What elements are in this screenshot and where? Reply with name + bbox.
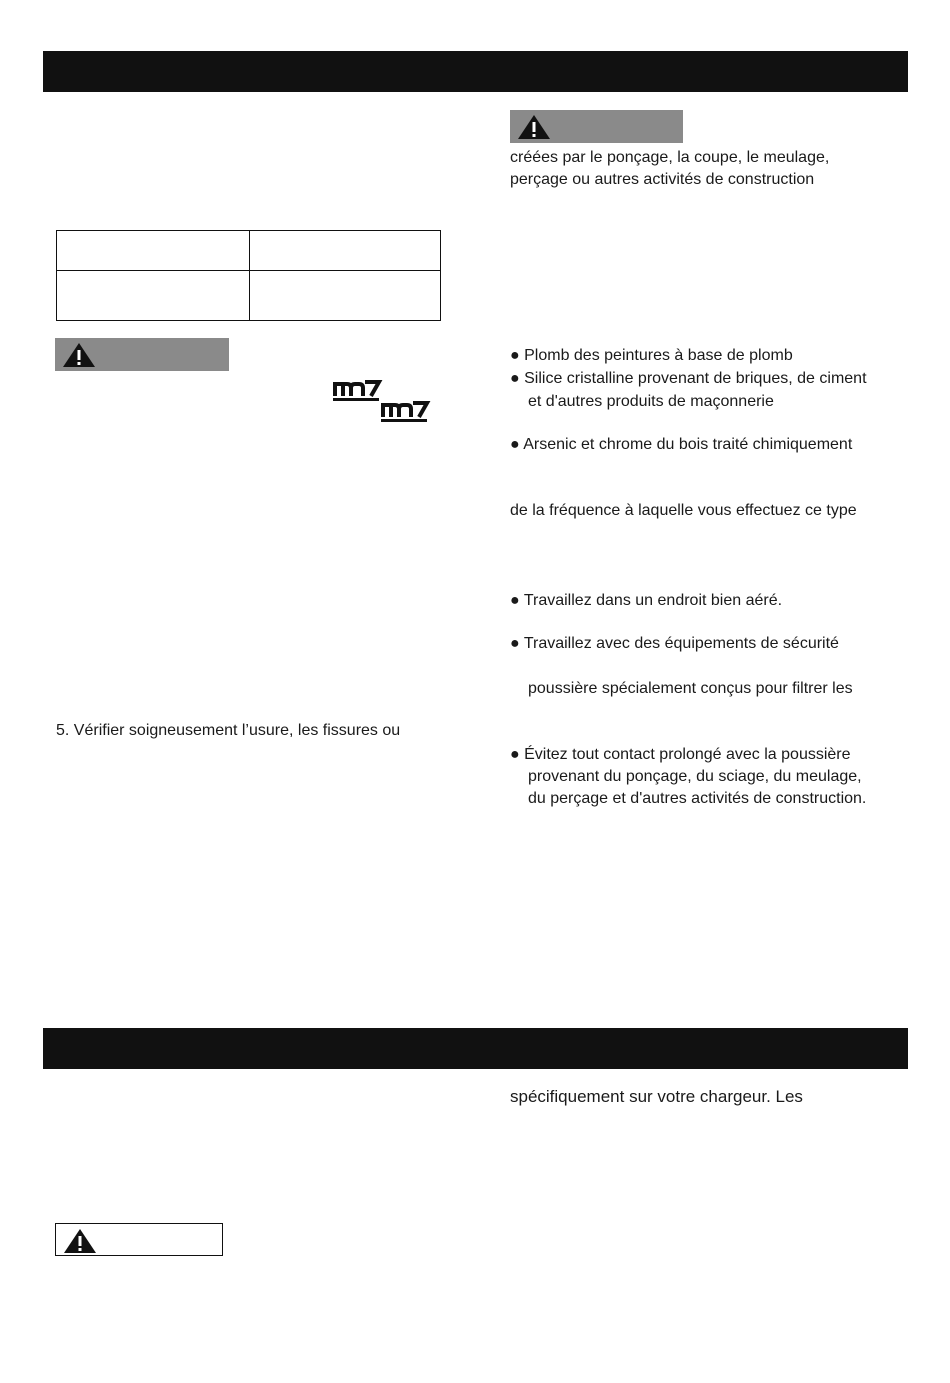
step-5-text: 5. Vérifier soigneusement l’usure, les fissures ou — [56, 722, 401, 739]
precaution-item-continuation: provenant du ponçage, du sciage, du meulage, — [528, 768, 862, 785]
precaution-item-continuation: du perçage et d'autres activités de construction. — [528, 790, 867, 807]
warning-triangle-icon — [62, 342, 96, 368]
chemical-list-item-continuation: et d'autres produits de maçonnerie — [528, 393, 774, 410]
precaution-item: ● Travaillez avec des équipements de sécurité — [510, 635, 839, 652]
chemical-list-item: ● Plomb des peintures à base de plomb — [510, 347, 793, 364]
precaution-item: ● Travaillez dans un endroit bien aéré. — [510, 592, 783, 609]
dust-intro-line: perçage ou autres activités de construction — [510, 171, 815, 188]
section-header-bar-bottom — [43, 1028, 908, 1069]
section-header-bar-top — [43, 51, 908, 92]
spec-table-cell — [250, 231, 441, 271]
spec-table-cell — [250, 271, 441, 321]
chemical-list-item: ● Arsenic et chrome du bois traité chimiquement — [510, 436, 853, 453]
precaution-item-continuation: poussière spécialement conçus pour filtrer les — [528, 680, 853, 697]
spec-table — [56, 230, 441, 321]
dust-intro-line: créées par le ponçage, la coupe, le meulage, — [510, 149, 830, 166]
spec-table-cell — [57, 231, 250, 271]
precaution-item: ● Évitez tout contact prolongé avec la poussière — [510, 746, 851, 763]
warning-label-bottom — [55, 1223, 223, 1256]
warning-triangle-icon — [63, 1228, 97, 1254]
m7-logo-icon — [333, 376, 383, 402]
warning-triangle-icon — [517, 114, 551, 140]
m7-logo-icon — [381, 397, 431, 423]
frequency-text: de la fréquence à laquelle vous effectuez ce type — [510, 502, 857, 519]
warning-label-right — [510, 110, 683, 143]
spec-table-cell — [57, 271, 250, 321]
charger-text: spécifiquement sur votre chargeur. Les — [510, 1087, 803, 1106]
warning-label-left — [55, 338, 229, 371]
chemical-list-item: ● Silice cristalline provenant de briques, de ciment — [510, 370, 867, 387]
